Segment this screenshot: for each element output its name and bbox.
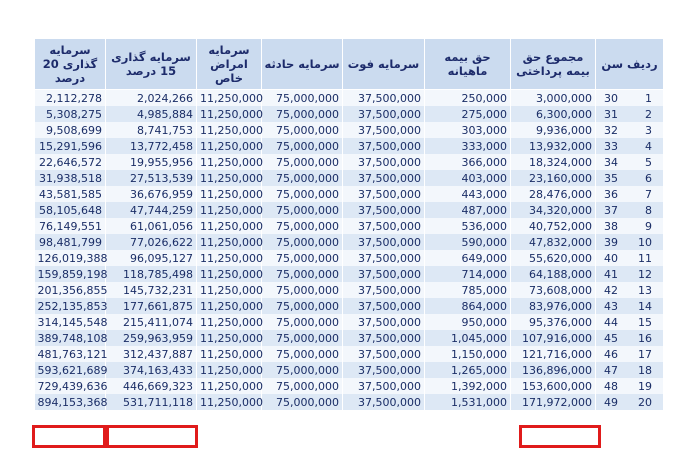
cell-total: 153,600,000 — [511, 378, 596, 394]
cell-inv15: 61,061,056 — [106, 218, 197, 234]
cell-accident: 75,000,000 — [262, 282, 343, 298]
cell-row-age — [596, 234, 664, 250]
cell-age: 44 — [604, 315, 618, 329]
table-row — [35, 90, 664, 107]
header-row — [35, 39, 664, 90]
cell-total: 136,896,000 — [511, 362, 596, 378]
cell-total: 47,832,000 — [511, 234, 596, 250]
header-death: سرمایه فوت — [343, 39, 425, 90]
table-row — [35, 282, 664, 298]
cell-idx: 5 — [645, 155, 652, 169]
cell-death: 37,500,000 — [343, 122, 425, 138]
table-row — [35, 330, 664, 346]
cell-death: 37,500,000 — [343, 106, 425, 122]
cell-inv20: 314,145,548 — [35, 314, 106, 330]
table-row — [35, 394, 664, 410]
cell-inv20: 58,105,648 — [35, 202, 106, 218]
cell-accident: 75,000,000 — [262, 362, 343, 378]
cell-monthly: 303,000 — [425, 122, 511, 138]
cell-inv20: 481,763,121 — [35, 346, 106, 362]
cell-idx: 19 — [638, 379, 652, 393]
cell-total: 3,000,000 — [511, 90, 596, 107]
cell-inv15: 8,741,753 — [106, 122, 197, 138]
cell-inv20: 593,621,689 — [35, 362, 106, 378]
cell-accident: 75,000,000 — [262, 138, 343, 154]
cell-idx: 17 — [638, 347, 652, 361]
cell-age: 33 — [604, 139, 618, 153]
cell-inv20: 159,859,198 — [35, 266, 106, 282]
header-disease: سرمایه امراض خاص — [197, 39, 262, 90]
cell-monthly: 864,000 — [425, 298, 511, 314]
cell-age: 38 — [604, 219, 618, 233]
cell-death: 37,500,000 — [343, 394, 425, 410]
cell-idx: 9 — [645, 219, 652, 233]
cell-accident: 75,000,000 — [262, 314, 343, 330]
header-accident: سرمایه حادثه — [262, 39, 343, 90]
table-row — [35, 202, 664, 218]
cell-monthly: 250,000 — [425, 90, 511, 107]
cell-total: 73,608,000 — [511, 282, 596, 298]
cell-row-age — [596, 314, 664, 330]
header-inv20: سرمایه گذاری 20 درصد — [35, 39, 106, 90]
cell-row-age — [596, 186, 664, 202]
cell-row-age — [596, 218, 664, 234]
cell-age: 41 — [604, 267, 618, 281]
cell-row-age — [596, 394, 664, 410]
cell-inv15: 96,095,127 — [106, 250, 197, 266]
table-row — [35, 186, 664, 202]
cell-idx: 3 — [645, 123, 652, 137]
table-row — [35, 218, 664, 234]
cell-death: 37,500,000 — [343, 138, 425, 154]
cell-disease: 11,250,000 — [197, 90, 262, 107]
cell-age: 49 — [604, 395, 618, 409]
cell-row-age — [596, 154, 664, 170]
cell-monthly: 1,265,000 — [425, 362, 511, 378]
table-row — [35, 362, 664, 378]
cell-disease: 11,250,000 — [197, 394, 262, 410]
cell-total: 83,976,000 — [511, 298, 596, 314]
cell-idx: 6 — [645, 171, 652, 185]
cell-age: 47 — [604, 363, 618, 377]
table-row — [35, 314, 664, 330]
cell-age: 34 — [604, 155, 618, 169]
cell-monthly: 275,000 — [425, 106, 511, 122]
cell-disease: 11,250,000 — [197, 218, 262, 234]
cell-total: 121,716,000 — [511, 346, 596, 362]
cell-death: 37,500,000 — [343, 314, 425, 330]
table-row — [35, 266, 664, 282]
cell-inv15: 27,513,539 — [106, 170, 197, 186]
cell-monthly: 785,000 — [425, 282, 511, 298]
cell-row-age — [596, 378, 664, 394]
cell-accident: 75,000,000 — [262, 298, 343, 314]
cell-inv15: 215,411,074 — [106, 314, 197, 330]
cell-accident: 75,000,000 — [262, 218, 343, 234]
premium-table — [34, 38, 664, 410]
cell-monthly: 950,000 — [425, 314, 511, 330]
table-row — [35, 170, 664, 186]
cell-disease: 11,250,000 — [197, 170, 262, 186]
cell-total: 23,160,000 — [511, 170, 596, 186]
cell-accident: 75,000,000 — [262, 378, 343, 394]
cell-disease: 11,250,000 — [197, 122, 262, 138]
cell-inv20: 729,439,636 — [35, 378, 106, 394]
cell-accident: 75,000,000 — [262, 106, 343, 122]
cell-row-age — [596, 330, 664, 346]
cell-idx: 1 — [645, 91, 652, 105]
cell-inv15: 47,744,259 — [106, 202, 197, 218]
cell-inv20: 76,149,551 — [35, 218, 106, 234]
cell-idx: 10 — [638, 235, 652, 249]
cell-inv20: 126,019,388 — [35, 250, 106, 266]
cell-death: 37,500,000 — [343, 282, 425, 298]
header-total: مجموع حق بیمه پرداختی — [511, 39, 596, 90]
cell-inv15: 77,026,622 — [106, 234, 197, 250]
cell-disease: 11,250,000 — [197, 346, 262, 362]
cell-monthly: 1,045,000 — [425, 330, 511, 346]
cell-inv20: 22,646,572 — [35, 154, 106, 170]
cell-monthly: 536,000 — [425, 218, 511, 234]
cell-inv20: 389,748,108 — [35, 330, 106, 346]
cell-accident: 75,000,000 — [262, 266, 343, 282]
header-row-age: ردیف سن — [596, 39, 664, 90]
cell-accident: 75,000,000 — [262, 122, 343, 138]
cell-row-age — [596, 106, 664, 122]
cell-inv15: 118,785,498 — [106, 266, 197, 282]
highlight-total-last — [519, 425, 601, 448]
table-body — [35, 90, 664, 411]
cell-accident: 75,000,000 — [262, 90, 343, 107]
cell-total: 95,376,000 — [511, 314, 596, 330]
cell-disease: 11,250,000 — [197, 202, 262, 218]
cell-total: 55,620,000 — [511, 250, 596, 266]
cell-monthly: 590,000 — [425, 234, 511, 250]
cell-total: 40,752,000 — [511, 218, 596, 234]
table-row — [35, 378, 664, 394]
cell-disease: 11,250,000 — [197, 266, 262, 282]
cell-monthly: 366,000 — [425, 154, 511, 170]
cell-age: 31 — [604, 107, 618, 121]
cell-age: 35 — [604, 171, 618, 185]
cell-row-age — [596, 90, 664, 107]
cell-monthly: 649,000 — [425, 250, 511, 266]
cell-accident: 75,000,000 — [262, 250, 343, 266]
cell-total: 171,972,000 — [511, 394, 596, 410]
cell-age: 36 — [604, 187, 618, 201]
cell-inv15: 2,024,266 — [106, 90, 197, 107]
cell-death: 37,500,000 — [343, 378, 425, 394]
highlight-inv20-last — [32, 425, 106, 448]
cell-age: 46 — [604, 347, 618, 361]
cell-monthly: 333,000 — [425, 138, 511, 154]
cell-disease: 11,250,000 — [197, 282, 262, 298]
table-row — [35, 122, 664, 138]
cell-disease: 11,250,000 — [197, 314, 262, 330]
cell-monthly: 1,392,000 — [425, 378, 511, 394]
cell-age: 39 — [604, 235, 618, 249]
cell-idx: 18 — [638, 363, 652, 377]
cell-inv15: 13,772,458 — [106, 138, 197, 154]
cell-death: 37,500,000 — [343, 90, 425, 107]
cell-disease: 11,250,000 — [197, 250, 262, 266]
cell-death: 37,500,000 — [343, 362, 425, 378]
cell-inv15: 19,955,956 — [106, 154, 197, 170]
cell-inv20: 2,112,278 — [35, 90, 106, 107]
table-row — [35, 154, 664, 170]
cell-row-age — [596, 282, 664, 298]
cell-death: 37,500,000 — [343, 266, 425, 282]
cell-disease: 11,250,000 — [197, 138, 262, 154]
cell-death: 37,500,000 — [343, 202, 425, 218]
cell-death: 37,500,000 — [343, 170, 425, 186]
cell-disease: 11,250,000 — [197, 234, 262, 250]
cell-inv15: 446,669,323 — [106, 378, 197, 394]
cell-death: 37,500,000 — [343, 330, 425, 346]
cell-disease: 11,250,000 — [197, 154, 262, 170]
cell-accident: 75,000,000 — [262, 330, 343, 346]
cell-idx: 4 — [645, 139, 652, 153]
cell-row-age — [596, 346, 664, 362]
cell-disease: 11,250,000 — [197, 186, 262, 202]
cell-inv15: 145,732,231 — [106, 282, 197, 298]
cell-death: 37,500,000 — [343, 298, 425, 314]
cell-idx: 11 — [638, 251, 652, 265]
cell-total: 9,936,000 — [511, 122, 596, 138]
cell-death: 37,500,000 — [343, 186, 425, 202]
cell-inv20: 43,581,585 — [35, 186, 106, 202]
cell-monthly: 487,000 — [425, 202, 511, 218]
cell-disease: 11,250,000 — [197, 330, 262, 346]
cell-inv15: 4,985,884 — [106, 106, 197, 122]
cell-row-age — [596, 362, 664, 378]
cell-age: 42 — [604, 283, 618, 297]
table-row — [35, 234, 664, 250]
header-monthly: حق بیمه ماهیانه — [425, 39, 511, 90]
cell-accident: 75,000,000 — [262, 346, 343, 362]
cell-row-age — [596, 250, 664, 266]
cell-total: 64,188,000 — [511, 266, 596, 282]
cell-total: 107,916,000 — [511, 330, 596, 346]
cell-total: 6,300,000 — [511, 106, 596, 122]
cell-total: 34,320,000 — [511, 202, 596, 218]
cell-accident: 75,000,000 — [262, 170, 343, 186]
cell-row-age — [596, 202, 664, 218]
cell-idx: 16 — [638, 331, 652, 345]
header-inv15: سرمایه گذاری 15 درصد — [106, 39, 197, 90]
cell-monthly: 1,531,000 — [425, 394, 511, 410]
cell-inv15: 531,711,118 — [106, 394, 197, 410]
cell-total: 18,324,000 — [511, 154, 596, 170]
cell-death: 37,500,000 — [343, 154, 425, 170]
cell-disease: 11,250,000 — [197, 298, 262, 314]
cell-age: 45 — [604, 331, 618, 345]
cell-inv15: 312,437,887 — [106, 346, 197, 362]
cell-idx: 15 — [638, 315, 652, 329]
cell-death: 37,500,000 — [343, 250, 425, 266]
cell-idx: 12 — [638, 267, 652, 281]
cell-age: 37 — [604, 203, 618, 217]
cell-total: 13,932,000 — [511, 138, 596, 154]
cell-inv20: 5,308,275 — [35, 106, 106, 122]
cell-idx: 20 — [638, 395, 652, 409]
cell-inv15: 177,661,875 — [106, 298, 197, 314]
cell-death: 37,500,000 — [343, 346, 425, 362]
premium-table-container — [34, 38, 663, 410]
cell-inv20: 15,291,596 — [35, 138, 106, 154]
cell-accident: 75,000,000 — [262, 186, 343, 202]
cell-disease: 11,250,000 — [197, 106, 262, 122]
cell-inv20: 31,938,518 — [35, 170, 106, 186]
cell-age: 32 — [604, 123, 618, 137]
cell-row-age — [596, 122, 664, 138]
table-row — [35, 250, 664, 266]
cell-accident: 75,000,000 — [262, 154, 343, 170]
cell-monthly: 443,000 — [425, 186, 511, 202]
cell-monthly: 1,150,000 — [425, 346, 511, 362]
cell-row-age — [596, 170, 664, 186]
table-row — [35, 138, 664, 154]
cell-death: 37,500,000 — [343, 218, 425, 234]
cell-row-age — [596, 298, 664, 314]
cell-idx: 13 — [638, 283, 652, 297]
cell-inv15: 374,163,433 — [106, 362, 197, 378]
cell-idx: 7 — [645, 187, 652, 201]
cell-age: 40 — [604, 251, 618, 265]
cell-inv20: 252,135,853 — [35, 298, 106, 314]
cell-accident: 75,000,000 — [262, 202, 343, 218]
cell-idx: 8 — [645, 203, 652, 217]
cell-total: 28,476,000 — [511, 186, 596, 202]
cell-disease: 11,250,000 — [197, 362, 262, 378]
cell-age: 30 — [604, 91, 618, 105]
cell-inv20: 201,356,855 — [35, 282, 106, 298]
table-row — [35, 298, 664, 314]
cell-age: 43 — [604, 299, 618, 313]
cell-inv20: 894,153,368 — [35, 394, 106, 410]
cell-inv20: 98,481,799 — [35, 234, 106, 250]
cell-death: 37,500,000 — [343, 234, 425, 250]
cell-inv15: 36,676,959 — [106, 186, 197, 202]
cell-age: 48 — [604, 379, 618, 393]
cell-row-age — [596, 138, 664, 154]
cell-inv15: 259,963,959 — [106, 330, 197, 346]
cell-monthly: 403,000 — [425, 170, 511, 186]
cell-inv20: 9,508,699 — [35, 122, 106, 138]
cell-monthly: 714,000 — [425, 266, 511, 282]
cell-idx: 14 — [638, 299, 652, 313]
cell-idx: 2 — [645, 107, 652, 121]
highlight-inv15-last — [106, 425, 198, 448]
table-row — [35, 106, 664, 122]
table-row — [35, 346, 664, 362]
cell-accident: 75,000,000 — [262, 234, 343, 250]
cell-row-age — [596, 266, 664, 282]
cell-accident: 75,000,000 — [262, 394, 343, 410]
cell-disease: 11,250,000 — [197, 378, 262, 394]
